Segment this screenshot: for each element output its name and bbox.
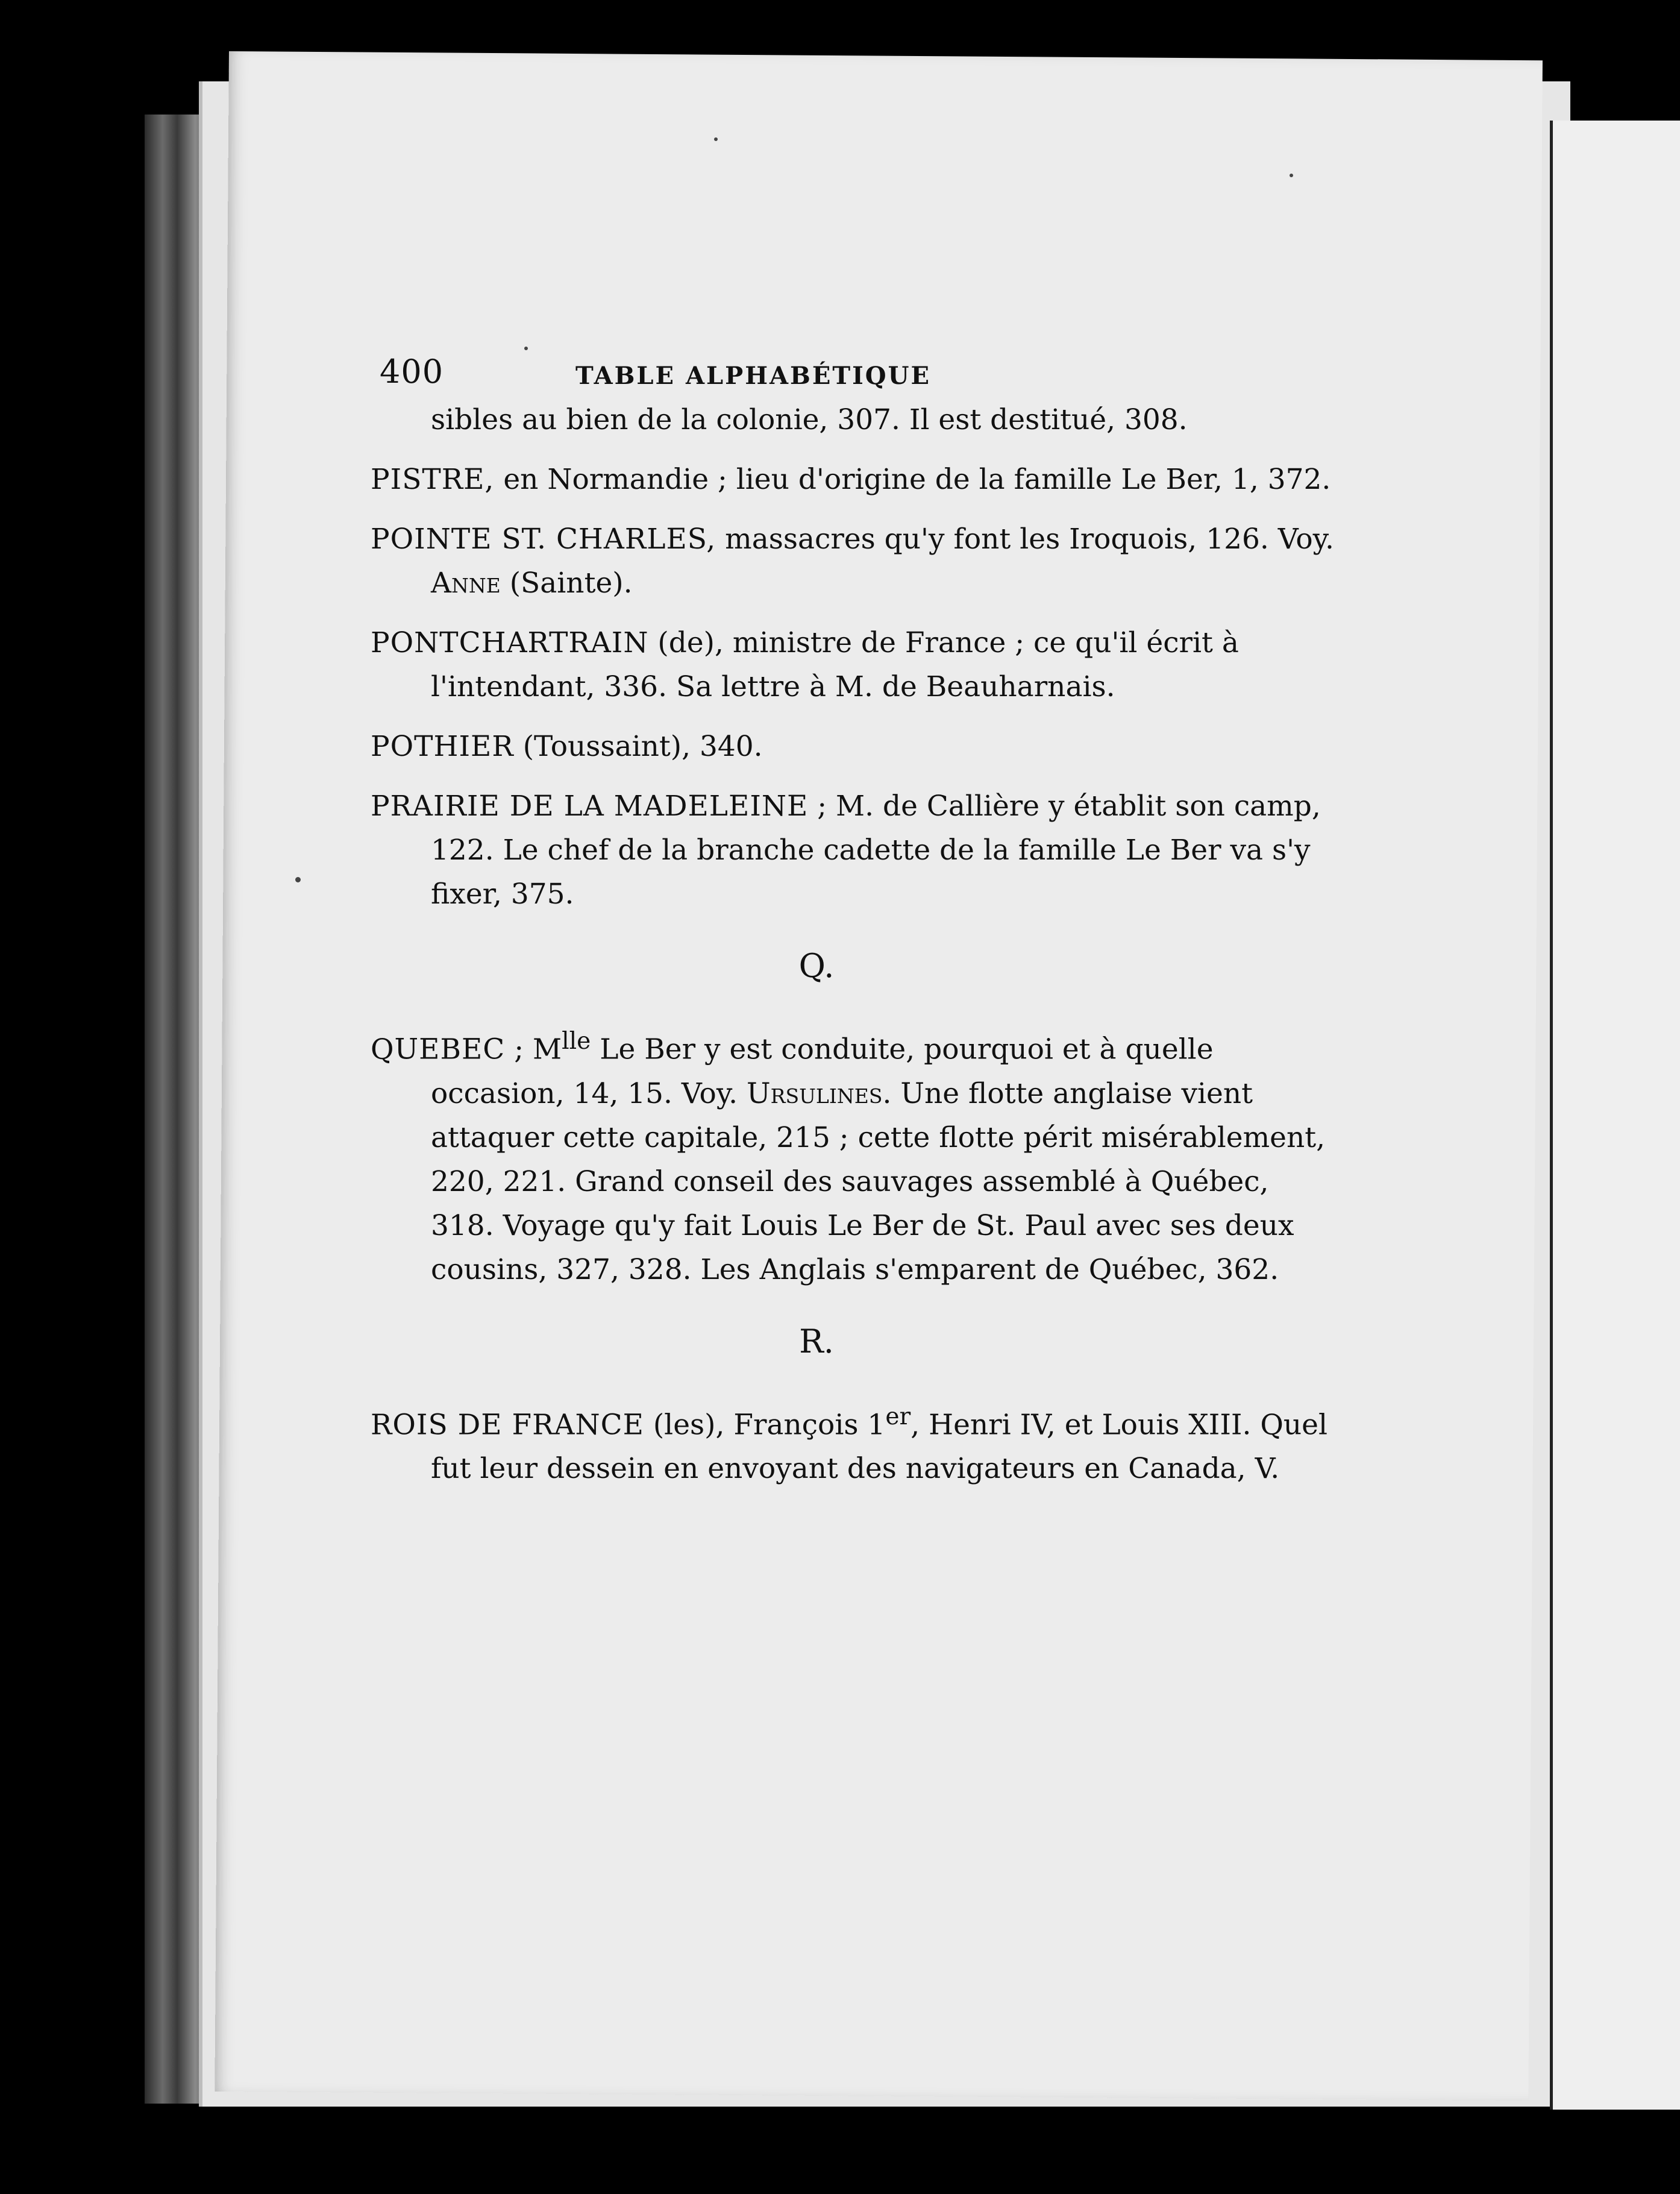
dust-speck — [714, 137, 718, 141]
dust-speck — [1290, 174, 1293, 177]
dust-speck — [295, 877, 301, 882]
entry-superscript: er — [885, 1403, 911, 1430]
entry-text: (Toussaint), 340. — [513, 730, 763, 763]
index-entry-continuation — [371, 398, 1335, 442]
entry-text: (les), François 1 — [644, 1408, 886, 1442]
entry-headword: ROIS DE FRANCE — [371, 1408, 644, 1442]
index-body — [371, 398, 1335, 1506]
section-letter-r: R. — [799, 1322, 834, 1360]
index-entry-rois-de-france — [371, 1395, 1335, 1491]
entry-text: . Une flotte anglaise vient attaquer cette capitale, 215 ; cette flotte périt misérablement, 220, 221. Grand conseil des sauvages assemblé à Québec, 318. Voyage qu'y fait Louis Le Ber de St. Paul avec ses deux cousins, 327, 328. Les Anglais s'emparent de Québec, 362. — [431, 1077, 1326, 1286]
entry-text: en Normandie ; lieu d'origine de la famille Le Ber, 1, 372. — [494, 463, 1331, 496]
entry-headword: POINTE ST. CHARLES, — [371, 523, 716, 556]
entry-headword: PISTRE, — [371, 463, 495, 496]
entry-text: ; M. de Callière y établit son camp, 122. Le chef de la branche cadette de la famille Le Ber va s'y fixer, 375. — [431, 790, 1321, 911]
entry-text: massacres qu'y font les Iroquois, 126. Voy. — [716, 523, 1334, 556]
entry-headword: PRAIRIE DE LA MADELEINE — [371, 790, 809, 823]
entry-headword: POTHIER — [371, 730, 514, 763]
index-entry-pontchartrain — [371, 621, 1335, 709]
entry-text: (de), ministre de France ; ce qu'il écrit à l'intendant, 336. Sa lettre à M. de Beauharnais. — [431, 626, 1239, 703]
entry-cross-reference: Ursulines — [747, 1077, 883, 1110]
entry-cross-reference: Anne — [431, 567, 501, 600]
facing-page-edge — [1550, 121, 1680, 2110]
entry-headword: QUEBEC — [371, 1033, 506, 1066]
running-title: TABLE ALPHABÉTIQUE — [575, 362, 932, 390]
entry-text: sibles au bien de la colonie, 307. Il est destitué, 308. — [431, 403, 1188, 436]
index-entry-pointe-st-charles — [371, 517, 1335, 605]
entry-text: Le Ber y est conduite, pourquoi et à quelle occasion, 14, 15. Voy. — [431, 1033, 1214, 1110]
entry-headword: PONTCHARTRAIN — [371, 626, 649, 659]
dust-speck — [524, 347, 528, 350]
entry-superscript: lle — [562, 1028, 591, 1055]
index-entry-prairie — [371, 784, 1335, 916]
index-entry-quebec — [371, 1019, 1335, 1292]
entry-text-after: (Sainte). — [500, 567, 633, 600]
section-letter-q: Q. — [798, 947, 835, 985]
page-number: 400 — [380, 353, 444, 391]
index-entry-pothier — [371, 725, 1335, 769]
entry-text: , Henri IV, et Louis XIII. Quel fut leur dessein en envoyant des navigateurs en Canada, V. — [431, 1408, 1327, 1486]
entry-text: ; M — [505, 1033, 562, 1066]
page-header — [380, 328, 1223, 401]
index-entry-pistre — [371, 457, 1335, 501]
